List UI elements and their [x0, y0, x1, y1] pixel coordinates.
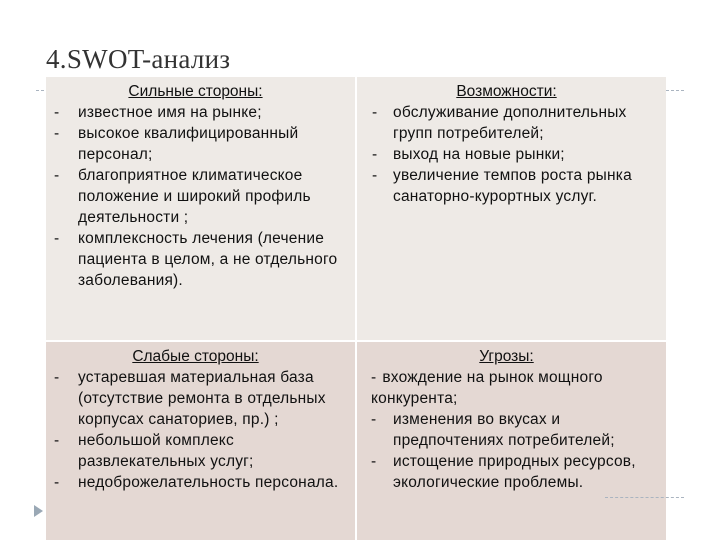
list-item — [46, 102, 345, 123]
list-item — [357, 102, 656, 144]
dash-marker: - — [54, 432, 60, 449]
list-item — [357, 451, 656, 493]
weaknesses-cell — [46, 342, 357, 540]
dash-marker: - — [54, 104, 60, 121]
list-item — [46, 228, 345, 291]
strengths-cell — [46, 77, 357, 342]
dash-marker: - — [54, 230, 60, 247]
swot-table — [46, 77, 666, 540]
list-item — [357, 165, 656, 207]
opportunities-heading: Возможности: — [456, 83, 557, 100]
slide-title: 4.SWOT-анализ — [46, 44, 231, 74]
list-item — [357, 144, 656, 165]
list-item-text: вхождение на рынок мощного конкурента; — [371, 369, 603, 407]
dash-marker: - — [54, 167, 60, 184]
dash-marker: - — [54, 125, 60, 142]
dash-marker: - — [372, 146, 378, 163]
list-item-text: недоброжелательность персонала. — [78, 474, 339, 491]
list-item-text: увеличение темпов роста рынка санаторно-курортных услуг. — [393, 167, 632, 205]
weaknesses-heading: Слабые стороны: — [132, 348, 259, 365]
dash-marker: - — [54, 369, 60, 386]
threats-heading: Угрозы: — [479, 348, 534, 365]
dash-marker: - — [371, 453, 377, 470]
threats-first-item — [357, 367, 656, 409]
dash-marker: - — [371, 369, 377, 386]
dash-marker: - — [372, 167, 378, 184]
list-item — [46, 430, 345, 472]
list-item-text: небольшой комплекс развлекательных услуг; — [78, 432, 254, 470]
dash-marker: - — [371, 411, 377, 428]
threats-cell — [357, 342, 666, 540]
list-item-text: выход на новые рынки; — [393, 146, 565, 163]
list-item — [46, 367, 345, 430]
list-item-text: благоприятное климатическое положение и широкий профиль деятельности ; — [78, 167, 311, 226]
strengths-heading: Сильные стороны: — [128, 83, 263, 100]
list-item — [46, 165, 345, 228]
list-item-text: высокое квалифицированный персонал; — [78, 125, 299, 163]
footer-divider — [605, 497, 684, 498]
opportunities-cell — [357, 77, 666, 342]
weaknesses-list — [46, 367, 345, 493]
list-item — [46, 472, 345, 493]
triangle-bullet-icon — [34, 505, 43, 517]
opportunities-list — [357, 102, 656, 207]
list-item — [46, 123, 345, 165]
threats-list — [357, 409, 656, 493]
list-item-text: обслуживание дополнительных групп потребителей; — [393, 104, 627, 142]
list-item-text: комплексность лечения (лечение пациента в целом, а не отдельного заболевания). — [78, 230, 338, 289]
list-item-text: изменения во вкусах и предпочтениях потребителей; — [393, 411, 615, 449]
list-item-text: истощение природных ресурсов, экологические проблемы. — [393, 453, 636, 491]
list-item-text: устаревшая материальная база (отсутствие ремонта в отдельных корпусах санаториев, пр.) ; — [78, 369, 326, 428]
list-item — [357, 409, 656, 451]
strengths-list — [46, 102, 345, 291]
dash-marker: - — [54, 474, 60, 491]
list-item-text: известное имя на рынке; — [78, 104, 262, 121]
dash-marker: - — [372, 104, 378, 121]
